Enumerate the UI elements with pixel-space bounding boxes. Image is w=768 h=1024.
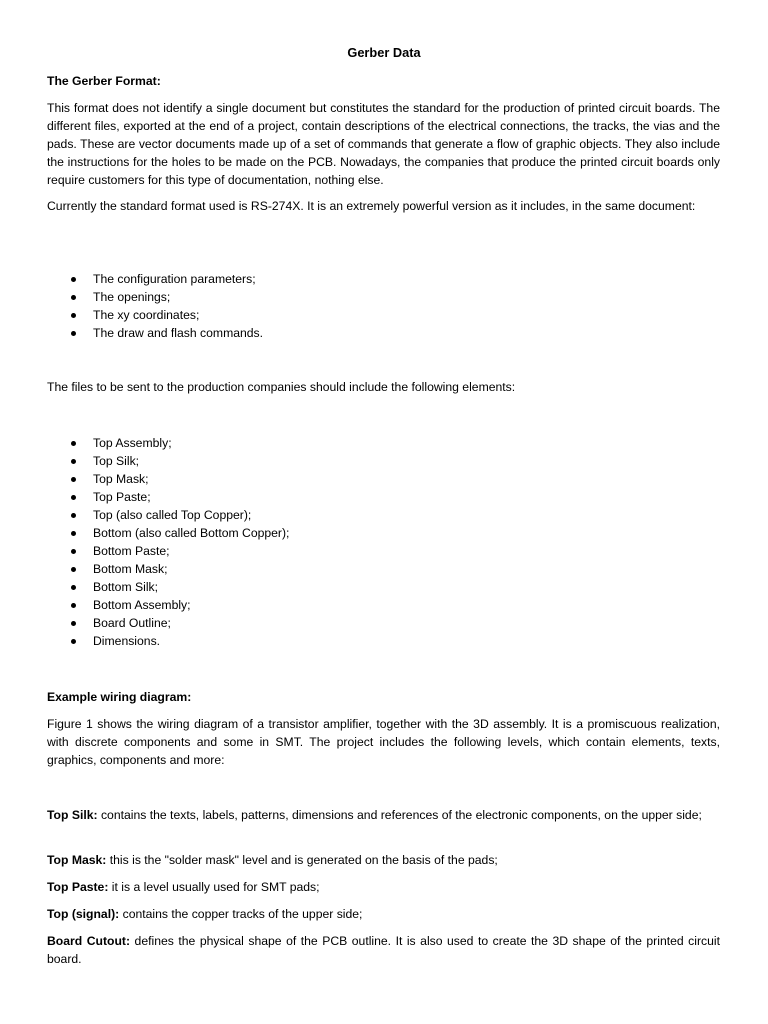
definition-text: this is the "solder mask" level and is generated on the basis of the pads; <box>106 853 498 867</box>
definition-term: Board Cutout: <box>47 934 131 948</box>
list-item: Top Paste; <box>47 488 289 506</box>
list-item: Bottom Mask; <box>47 560 289 578</box>
list-item: Board Outline; <box>47 614 289 632</box>
list-item: Top Assembly; <box>47 434 289 452</box>
list-item: Bottom (also called Bottom Copper); <box>47 524 289 542</box>
list-item: Top Silk; <box>47 452 289 470</box>
definition-term: Top Silk: <box>47 808 98 822</box>
list-item: Top Mask; <box>47 470 289 488</box>
list-item: The xy coordinates; <box>47 306 263 324</box>
definition-text: defines the physical shape of the PCB outline. It is also used to create the 3D shape of the printed circuit board. <box>47 934 721 966</box>
section-heading-gerber-format: The Gerber Format: <box>47 74 161 88</box>
definition-text: contains the copper tracks of the upper side; <box>119 907 363 921</box>
paragraph-files-to-send: The files to be sent to the production companies should include the following elements: <box>47 380 516 394</box>
paragraph-standard-format: Currently the standard format used is RS-274X. It is an extremely powerful version as it includes, in the same document: <box>47 199 696 213</box>
bullet-list-contents <box>47 270 263 342</box>
paragraph-figure-description: Figure 1 shows the wiring diagram of a transistor amplifier, together with the 3D assembly. It is a promiscuous realization, with discrete components and some in SMT. The project includes the following levels, which contain elements, texts, graphics, components and more: <box>47 717 720 767</box>
page-title: Gerber Data <box>347 45 421 60</box>
definition-top-mask <box>47 851 720 869</box>
definition-board-cutout <box>47 932 720 968</box>
paragraph-intro: This format does not identify a single document but constitutes the standard for the production of printed circuit boards. The different files, exported at the end of a project, contain descriptions of the electrical connections, the tracks, the vias and the pads. These are vector documents made up of a set of commands that generate a flow of graphic objects. They also include the instructions for the holes to be made on the PCB. Nowadays, the companies that produce the printed circuit boards only require customers for this type of documentation, nothing else. <box>47 101 720 187</box>
definition-text: it is a level usually used for SMT pads; <box>108 880 320 894</box>
list-item: Dimensions. <box>47 632 289 650</box>
definition-text: contains the texts, labels, patterns, dimensions and references of the electronic components, on the upper side; <box>97 808 702 822</box>
list-item: Bottom Paste; <box>47 542 289 560</box>
definition-term: Top Paste: <box>47 880 109 894</box>
definition-top-paste <box>47 878 720 896</box>
list-item: Bottom Silk; <box>47 578 289 596</box>
list-item: Top (also called Top Copper); <box>47 506 289 524</box>
definition-term: Top (signal): <box>47 907 120 921</box>
list-item: The configuration parameters; <box>47 270 263 288</box>
section-heading-wiring-diagram: Example wiring diagram: <box>47 690 192 704</box>
list-item: Bottom Assembly; <box>47 596 289 614</box>
bullet-list-files <box>47 434 289 650</box>
list-item: The draw and flash commands. <box>47 324 263 342</box>
list-item: The openings; <box>47 288 263 306</box>
definition-term: Top Mask: <box>47 853 107 867</box>
definition-top-signal <box>47 905 720 923</box>
definition-top-silk <box>47 806 720 824</box>
